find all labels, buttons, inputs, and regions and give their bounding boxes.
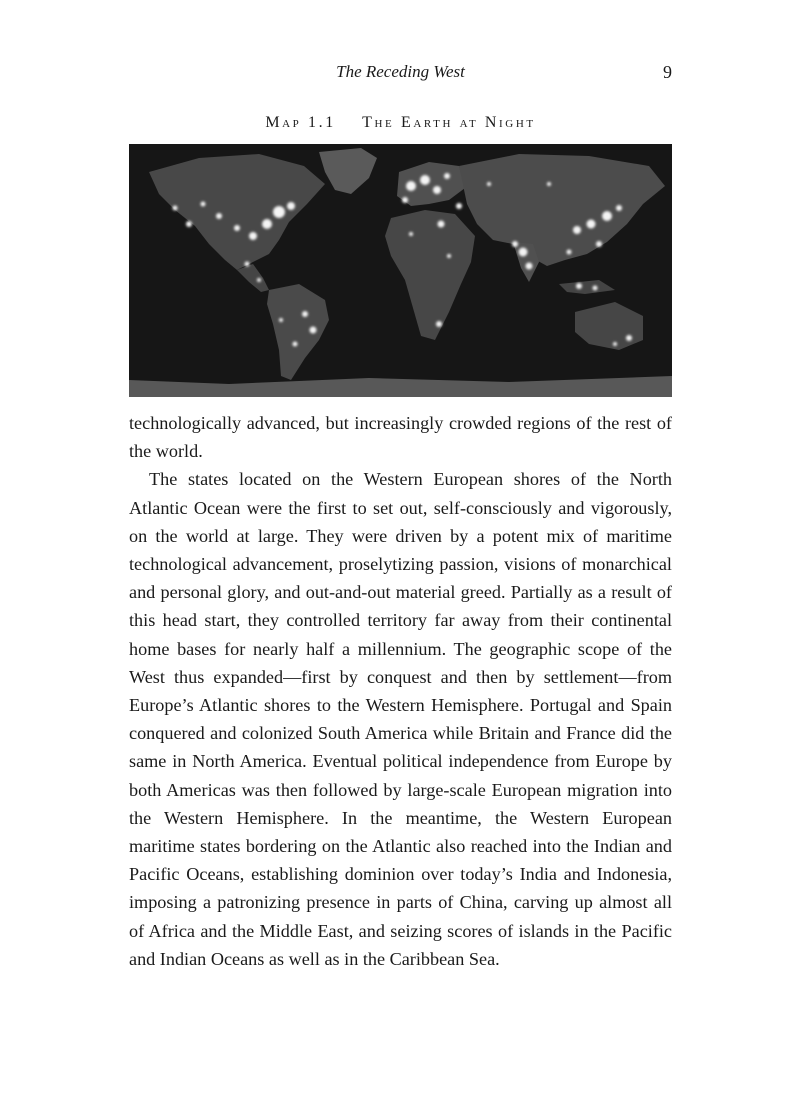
paragraph-continued: technologically advanced, but increasingly crowded regions of the rest of the world. [129,413,672,462]
map-caption [129,114,672,132]
running-title: The Receding West [336,62,465,81]
world-map-illustration [129,144,672,397]
paragraph-western-expansion: The states located on the Western European shores of the North Atlantic Ocean were the first to set out, self-consciously and vigorously, on the world at large. They were driven by a potent mix of maritime technological advancement, proselytizing passion, visions of monarchical and personal glory, and out-and-out material greed. Partially as a result of this head start, they controlled territory far away from their continental home bases for nearly half a millennium. The geographic scope of the West thus expanded—first by conquest and then by settlement—from Europe’s Atlantic shores to the Western Hemisphere. Portugal and Spain conquered and colonized South America while Britain and France did the same in North America. Eventual political independence from Europe by both Americas was then followed by large-scale European migration into the Western Hemisphere. In the meantime, the Western European maritime states bordering on the Atlantic also reached into the Indian and Pacific Oceans, establishing dominion over today’s India and Indonesia, imposing a patronizing presence in parts of China, carving up almost all of Africa and the Middle East, and seizing scores of islands in the Pacific and Indian Oceans as well as in the Caribbean Sea. [129,469,672,969]
page-number: 9 [663,62,672,82]
map-title: The Earth at Night [362,114,536,131]
body-text [129,409,672,973]
earth-at-night-map [129,144,672,397]
running-head [129,62,672,86]
map-number: Map 1.1 [265,114,336,131]
